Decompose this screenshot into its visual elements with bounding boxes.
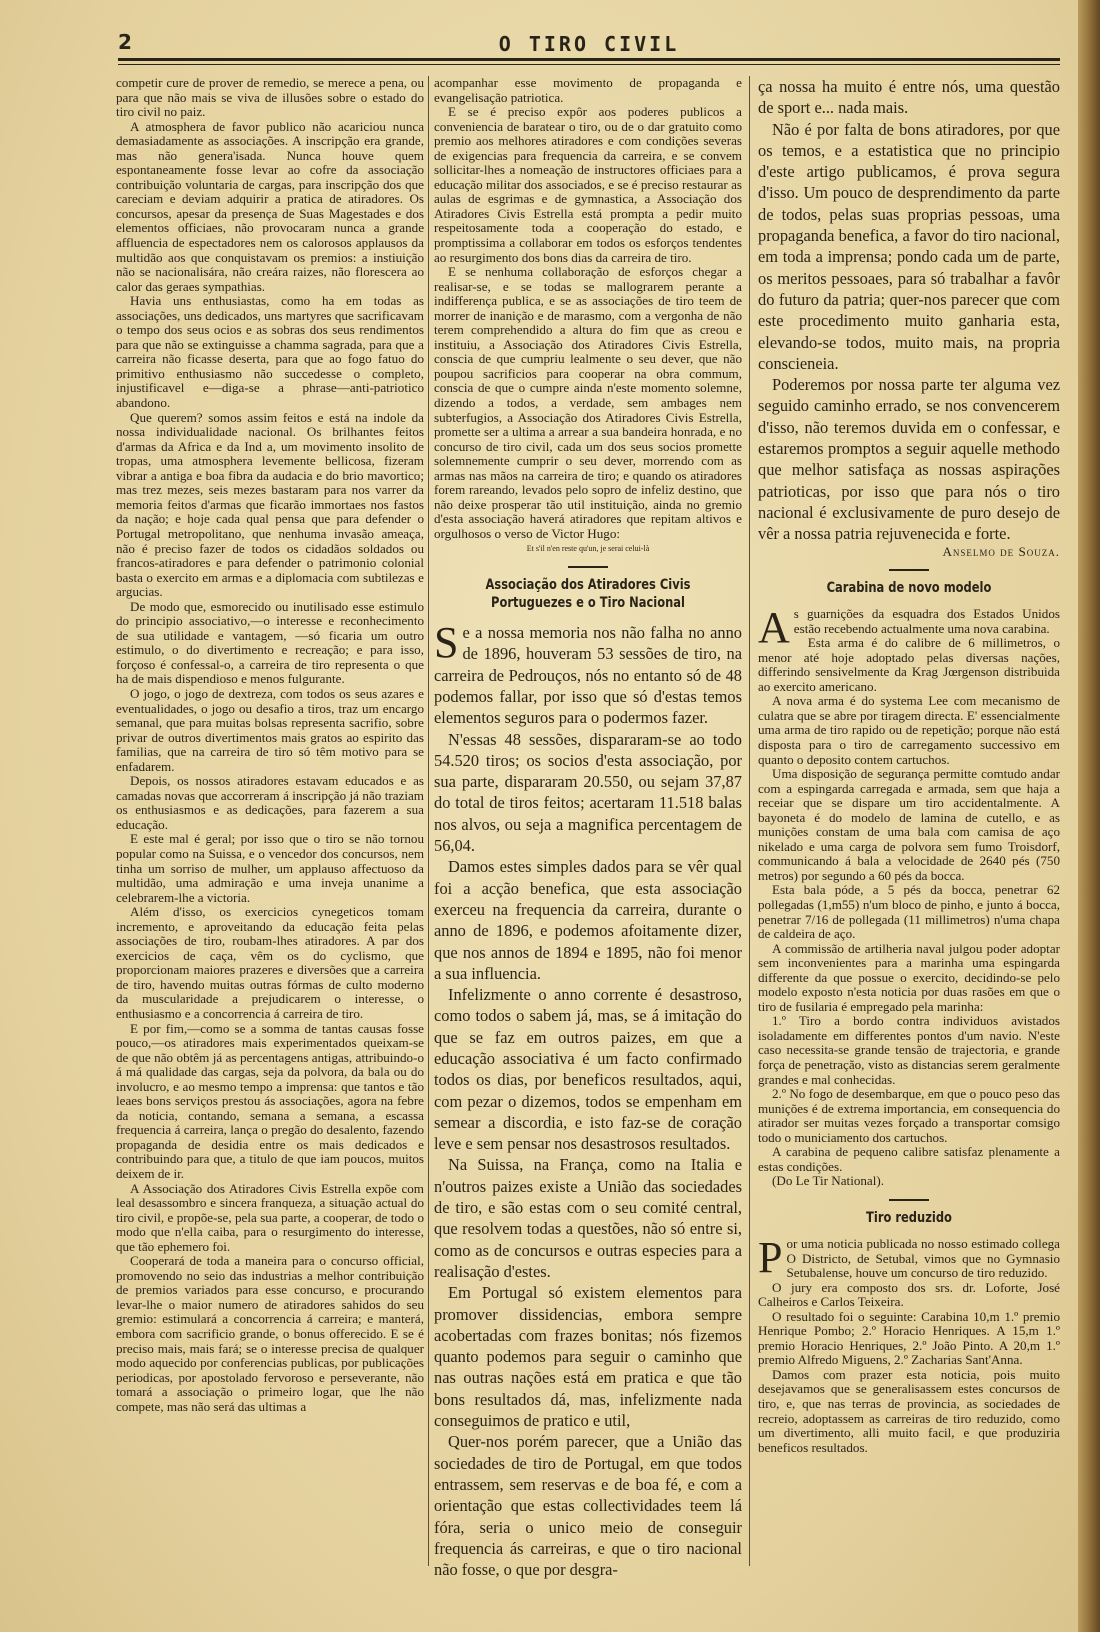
- drop-cap: A: [758, 603, 790, 653]
- paragraph: Em Portugal só existem elementos para promover dissidencias, embora sempre acobertadas com frazes bonitas; nós fizemos quanto podemos para seguir o caminho que nas outras nações está em pratica e que tão bons resultados dá, mas, infelizmente nada conseguimos de pratico e util,: [434, 1283, 742, 1431]
- page-binding-edge: [1078, 0, 1100, 1632]
- paragraph: A atmosphera de favor publico não acariciou nunca demasiadamente as associações. A inscripção era grande, mas não genera'isada. Nunca houve quem espontaneamente fosse levar ao cofre da associação contribuição voluntaria de cargas, para inscripção dos que careciam e deviam adquirir a pratica de atiradores. Os concursos, apesar da presença de Suas Magestades e dos elementos officiaes, não provocaram nunca a grande affluencia de espectadores nem os calorosos applausos da multidão aos que conquistavam os premios: a instiuição não se nacionalisára, não creára raizes, não florescera ao calor das geraes sympathias.: [116, 118, 424, 294]
- paragraph: O jogo, o jogo de dextreza, com todos os seus azares e eventualidades, o jogo ou desafio a tiros, traz um encargo semanal, que para muitas bolsas representa sacrifio, sobre privar de outros divertimentos mais gratos ao espirito das familias, que na carreira de tiro só têm motivo para se enfadarem.: [116, 685, 424, 774]
- paragraph: Cooperará de toda a maneira para o concurso official, promovendo no seio das industrias a melhor contribuição de premios variados para esse concurso, e procurando levar-lhe o maior numero de atiradores sahidos do seu gremio: estimulará a concorrencia á carreira; e manterá, embora com sacrificio grande, o bonus offerecido. E se é preciso mais, mais fará; se o interesse precisa de qualquer modo aquecido por conferencias publicas, por publicações periodicas, por apostolado fervoroso e perseverante, não tomará a associação o primeiro logar, que lhe não compete, mas não será das ultimas a: [116, 1253, 424, 1414]
- paragraph: A commissão de artilheria naval julgou poder adoptar sem inconvenientes para a marinha uma espingarda differente da que possue o exercito, decidindo-se pelo modelo exposto n'esta noticia por duas rasões em que o tiro de fusilaria é empregado pela marinha:: [758, 940, 1060, 1014]
- paragraph: O resultado foi o seguinte: Carabina 10,m 1.º premio Henrique Pombo; 2.º Horacio Henriques. A 15,m 1.º premio Horacio Henriques, 2.º João Pinto. A 20,m 1.º premio Alfredo Miguens, 2.º Zacharias Sant'Anna.: [758, 1308, 1060, 1368]
- paragraph: Não é por falta de bons atiradores, por que os temos, e a estatistica que no principio d'este artigo publicamos, é prova segura d'isso. Um pouco de desprendimento da parte de todos, pelas suas proprias pessoas, uma propaganda benefica, a favor do tiro nacional, em toda a imprensa; pondo cada um de parte, os meritos pessoaes, para só trabalhar a favôr do futuro da patria; quer-nos parecer que com este procedimento muito ganharia esta, elevando-se todos, muito mais, na propria conscieneia.: [758, 119, 1060, 373]
- paragraph: As guarnições da esquadra dos Estados Unidos estão recebendo actualmente uma nova carabina.: [758, 603, 1060, 653]
- section-rule: [889, 569, 929, 571]
- article-heading: Associação dos Atiradores Civis Portuguezes e o Tiro Nacional: [485, 577, 691, 612]
- paragraph: A nova arma é do systema Lee com mecanismo de culatra que se abre por tiragem directa. E' essencialmente uma arma de tiro rapido ou de repetição; porque não está disposta para o tiro de carregamento successivo em quanto o deposito contem cartuchos.: [758, 693, 1060, 767]
- paragraph: 2.º No fogo de desembarque, em que o pouco peso das munições é de extrema importancia, em consequencia do atirador ser muitas vezes forçado a transportar comsigo todo o municiamento dos cartuchos.: [758, 1086, 1060, 1145]
- section-rule: [568, 566, 608, 568]
- paragraph: Além d'isso, os exercicios cynegeticos tomam incremento, e aproveitando da educação feita pelas associações de tiro, roubam-lhes atiradores. A par dos exercicios de caça, vêm os do cyclismo, que proporcionam maiores prazeres e diversões que a carreira de tiro, havendo muitas outras fórmas de culto moderno da muscularidade a prejudicarem o interesse, o enthusiasmo e a concorrencia á carreira de tiro.: [116, 904, 424, 1021]
- paragraph: acompanhar esse movimento de propaganda e evangelisação patriotica.: [434, 75, 742, 105]
- paragraph: Se a nossa memoria nos não falha no anno de 1896, houveram 53 sessões de tiro, na carreira de Pedrouços, nós no entanto só de 48 podemos fallar, por isso que só d'estas temos elementos seguros para o podermos fazer.: [434, 618, 742, 728]
- column-divider: [749, 76, 750, 1566]
- victor-hugo-quote: Et s'il n'en reste qu'un, je serai celui-là: [526, 543, 650, 553]
- paragraph: Depois, os nossos atiradores estavam educados e as camadas novas que accorreram á inscripção já não traziam os enthusiasmos e as dedicações, para fazerem a sua educação.: [116, 773, 424, 832]
- paragraph: A Associação dos Atiradores Civis Estrella expõe com leal desassombro e sincera franqueza, a situação actual do tiro civil, e propõe-se, pela sua parte, a cooperar, de todo o modo que n'ella caiba, para o resurgimento do interesse, que tão ephemero foi.: [116, 1180, 424, 1254]
- paragraph: A carabina de pequeno calibre satisfaz plenamente a estas condições.: [758, 1144, 1060, 1174]
- paragraph: E se é preciso expôr aos poderes publicos a conveniencia de baratear o tiro, ou de o dar gratuito como premio aos melhores atiradores e com condições severas de exigencias para frequencia da carreira, e se convem sollicitar-lhes a nomeação de instructores officiaes para a educação militar dos associados, e se é preciso restaurar as aulas de esgrimas e de gymnastica, a Associação dos Atiradores Civis Estrella está prompta a pedir muito respeitosamente toda a cooperação do estado, e promptissima a collaborar em todos os esforços tendentes ao resurgimento dos bons dias da carreira de tiro.: [434, 104, 742, 265]
- paragraph: E por fim,—como se a somma de tantas causas fosse pouco,—os atiradores mais experimentados queixam-se de que não obtêm já as percentagens antigas, attribuindo-o á má qualidade das cargas, seja da polvora, da bala ou do involucro, e ao mesmo tempo a imprensa: que tantos e tão leaes bons serviços prestou ás associações, agora na febre da noticia, contando, semana a semana, a escassa frequencia á carreira, lança o pregão do desalento, fazendo propaganda de desidia entre os mais dedicados e contribuindo para que, a titulo de que iam poucos, muitos deixem de ir.: [116, 1020, 424, 1182]
- header-rule-thin: [118, 64, 1060, 65]
- header-rule: [118, 58, 1060, 61]
- paragraph: Que querem? somos assim feitos e está na indole da nossa individualidade nacional. Os brilhantes feitos d'armas da Africa e da Ind a, um movimento insolito de tropas, uma atmosphera levemente bellicosa, fizeram vibrar a antiga e boa fibra da audacia e do brio mavortico; mas trez mezes, seis mezes bastaram para nos varrer da memoria feitos d'armas que ficarão immortaes nos fastos da nação; e hoje cada qual pensa que para defender o Portugal metropolitano, que nenhuma invasão ameaça, não é preciso fazer de todos os cidadãos soldados ou francos-atiradores e para defender o patrimonio colonial basta o exercito em armas e a diplomacia com subtilezas e argucias.: [116, 409, 424, 600]
- paragraph: Esta bala póde, a 5 pés da bocca, penetrar 62 pollegadas (1,m55) n'um bloco de pinho, e junto á bocca, penetrar 7/16 de pollegada (11 millimetros) n'uma chapa de caldeira de aço.: [758, 882, 1060, 942]
- column-divider: [428, 76, 429, 1566]
- paragraph: E se nenhuma collaboração de esforços chegar a realisar-se, e se todas se mallograrem perante a indifferença publica, e se as associações de tiro teem de morrer de inanição e de marasmo, com a vergonha de não terem comprehendido a altura do fim que as creou e instituiu, a Associação dos Atiradores Civis Estrella, conscia de que cumpriu lealmente o seu dever, que não poupou sacrificios para cooperar na obra commum, conscia de que o cumpre ainda n'este momento solemne, dizendo a todos, a verdade, sem ambages nem subterfugios, a Associação dos Atiradores Civis Estrella, promette ser a ultima a arrear a sua bandeira honrada, e no concurso de tiro civil, cada um dos seus socios promette solemnemente cumprir o seu dever, morrendo com as armas nas mãos na carreira de tiro; e quando os atiradores forem rareando, levados pelo sopro de infeliz destino, que não deixe prosperar tão util instituição, ainda no gremio d'esta associação haverá atiradores que repitam altivos e orgulhosos o verso de Victor Hugo:: [434, 264, 742, 541]
- paragraph: N'essas 48 sessões, dispararam-se ao todo 54.520 tiros; os socios d'esta associação, por sua parte, dispararam 20.550, ou sejam 37,87 do total de tiros feitos; acertaram 11.518 balas nos alvos, ou seja a magnifica percentagem de 56,04.: [434, 729, 742, 856]
- drop-cap: P: [758, 1232, 783, 1282]
- page-header: [118, 26, 1060, 60]
- paragraph: Havia uns enthusiastas, como ha em todas as associações, uns dedicados, uns martyres que sacrificavam o tempo dos seus ocios e as sobras dos seus rendimentos para que não se extinguisse a chamma sagrada, para que a carreira não ficasse deserta, para que ao fogo fatuo do primitivo enthusiasmo não succedesse o completo, injustificavel e—diga-se a phrase—anti-patriotico abandono.: [116, 293, 424, 411]
- article-continuation: [758, 76, 1060, 545]
- paragraph: competir cure de prover de remedio, se merece a pena, ou para que não mais se viva de illusões sobre o estado do tiro civil no paiz.: [116, 75, 424, 120]
- paragraph: 1.º Tiro a bordo contra individuos avistados isoladamente em differentes pontos d'um navio. N'este caso necessita-se grande tensão de trajectoria, e grande força de penetração, visto as distancias serem geralmente grandes e mal conhecidas.: [758, 1013, 1060, 1087]
- paragraph: Uma disposição de segurança permitte comtudo andar com a espingarda carregada e armada, sem que haja a receiar que se dispare um tiro accidentalmente. A bayoneta é do modelo de lamina de cutello, e as munições constam de uma bala com camisa de aço nikelado e uma carga de polvora sem fumo Troisdorf, communicando á bala a velocidade de 2640 pés (750 metros) por segundo a 60 pés da bocca.: [758, 766, 1060, 883]
- article-heading: Carabina de novo modelo: [826, 580, 992, 597]
- paragraph: E este mal é geral; por isso que o tiro se não tornou popular como na Suissa, e o vencedor dos concursos, nem tinha um sorriso de mulher, um applauso affectuoso da multidão, uma admiração e uma inveja unanime a celebrarem-lhe a victoria.: [116, 831, 424, 905]
- paragraph: De modo que, esmorecido ou inutilisado esse estimulo do principio associativo,—o interesse e reconhecimento de sua utilidade e vantagem, —só ficaria um outro estimulo, o do divertimento e recreação; e para isso, forçoso é confessal-o, a carreira de tiro representa o que ha de mais dispendioso e menos fulgurante.: [116, 598, 424, 687]
- paragraph: Infelizmente o anno corrente é desastroso, como todos o sabem já, mas, se á imitação do que se faz em outros paizes, em que a educação associativa é um facto confirmado todos os dias, por beneficos resultados, aqui, com pezar o dizemos, todos se empenham em semear a discordia, e isto faz-se de coração leve e sem pensar nos desastrosos resultados.: [434, 985, 742, 1154]
- paragraph: O jury era composto dos srs. dr. Loforte, José Calheiros e Carlos Teixeira.: [758, 1279, 1060, 1310]
- section-rule: [889, 1199, 929, 1201]
- paragraph: Damos estes simples dados para se vêr qual foi a acção benefica, que esta associação exerceu na frequencia da carreira, durante o anno de 1896, e podemos afoitamente dizer, que nos annos de 1894 e 1895, não foi menor a sua influencia.: [434, 857, 742, 983]
- source-note: (Do Le Tir National).: [772, 1173, 885, 1189]
- page-number: 2: [118, 30, 132, 54]
- drop-cap: S: [434, 618, 459, 668]
- paragraph: Quer-nos porém parecer, que a União das sociedades de tiro de Portugal, em que todos entrassem, sem reservas e de boa fé, e com a orientação que estas collectividades teem lá fóra, seria o unico meio de conseguir frequencia ás carreiras, e que o tiro nacional não fosse, o que por desgra-: [434, 1432, 742, 1580]
- column-2: [434, 76, 742, 1580]
- paragraph: Damos com prazer esta noticia, pois muito desejavamos que se generalisassem estes concursos de tiro, e, que nas terras de provincia, as sociedades de recreio, adoptassem as carreiras de tiro reduzido, como um divertimento, alli muito facil, e que produziria beneficos resultados.: [758, 1366, 1060, 1455]
- article-heading: Tiro reduzido: [866, 1209, 952, 1226]
- article-body: [434, 618, 742, 1580]
- paragraph: Na Suissa, na França, como na Italia e n'outros paizes existe a União das sociedades de tiro, e são estas com o seu comité central, que resolvem todas a questões, não só entre si, como as de concursos e outras especies para a realisação d'estes.: [434, 1155, 742, 1281]
- author-signature: Anselmo de Souza.: [942, 543, 1060, 559]
- journal-title: O TIRO CIVIL: [498, 32, 680, 56]
- paragraph: Poderemos por nossa parte ter alguma vez seguido caminho errado, se nos convencerem d'isso, não teremos duvida em o confessar, e estaremos promptos a seguir aquelle methodo que melhor satisfaça as nossas aspirações patrioticas, por isso que para nós o tiro nacional é exclusivamente de puro desejo de vêr a nossa patria rejuvenecida e forte.: [758, 375, 1060, 544]
- paragraph: Por uma noticia publicada no nosso estimado collega O Districto, de Setubal, vimos que no Gymnasio Setubalense, houve um concurso de tiro reduzido.: [758, 1232, 1060, 1282]
- column-1: [116, 76, 424, 1414]
- paragraph: Esta arma é do calibre de 6 millimetros, o menor até hoje adoptado pelas diversas nações, differindo sensivelmente da Krag Jœrgenson distribuida ao exercito americano.: [758, 635, 1060, 694]
- column-3: [758, 76, 1060, 1455]
- paragraph: ça nossa ha muito é entre nós, uma questão de sport e... nada mais.: [758, 77, 1060, 118]
